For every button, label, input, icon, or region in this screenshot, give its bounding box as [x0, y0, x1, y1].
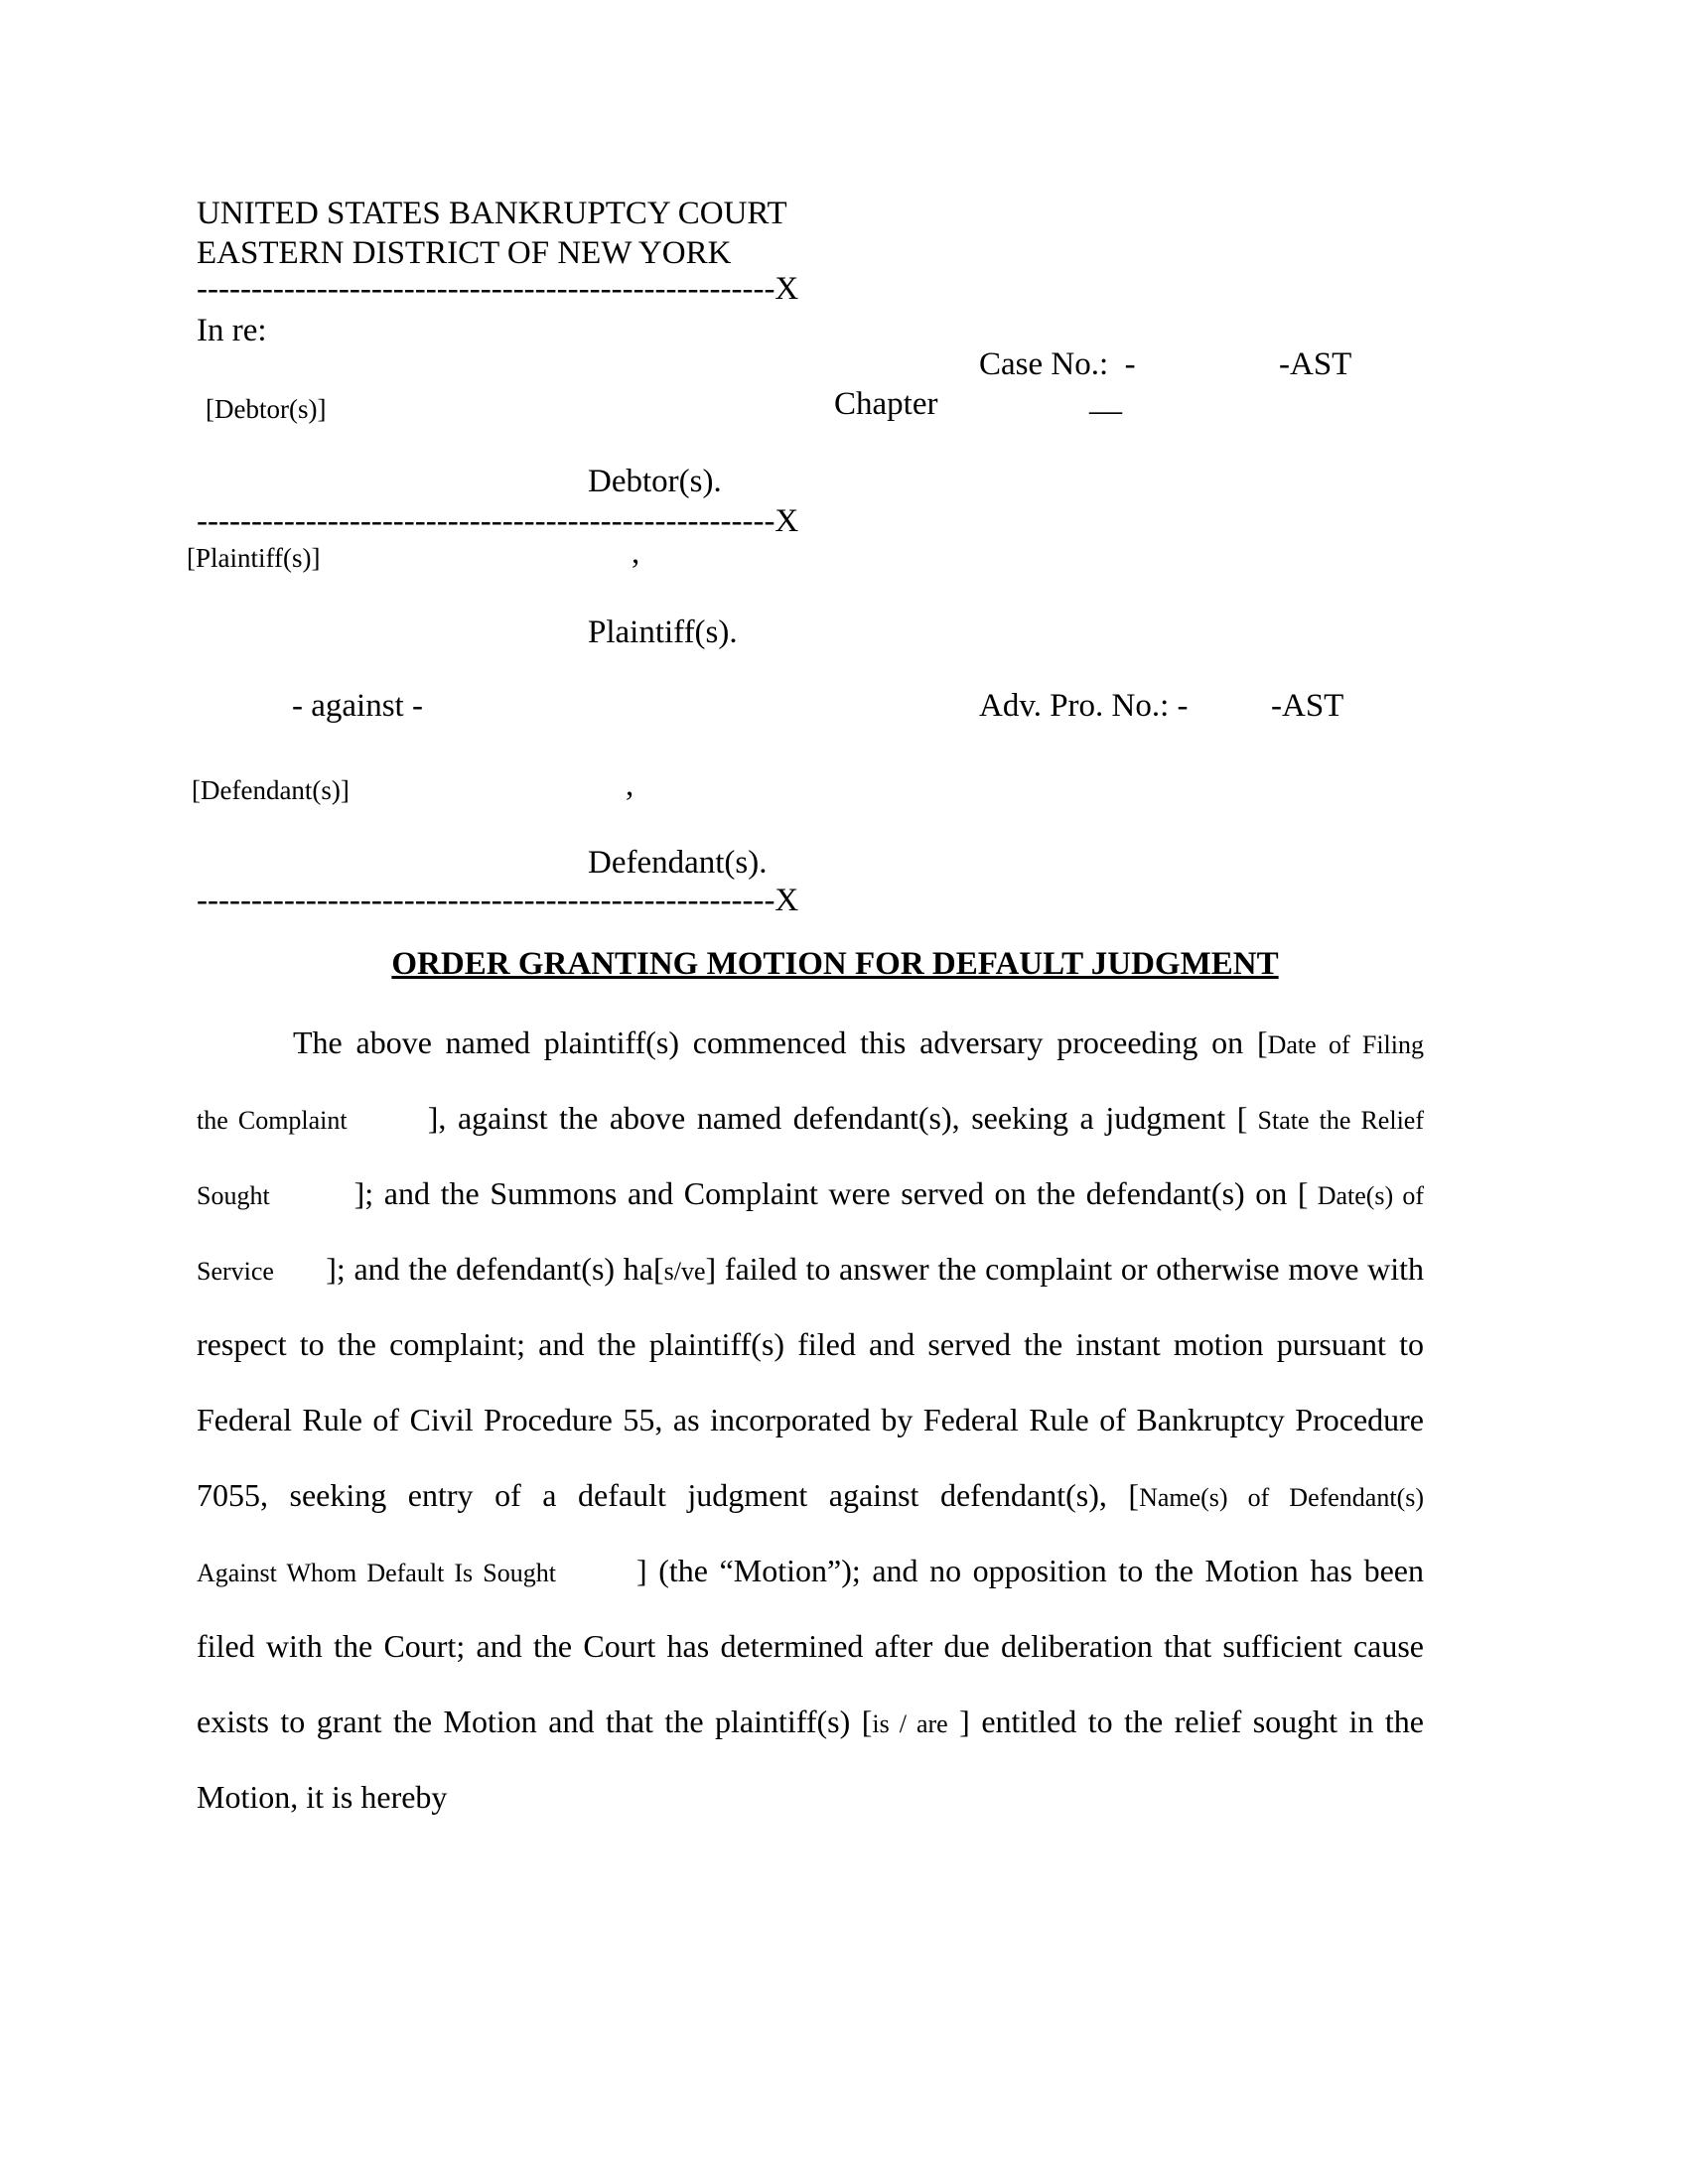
- defendant-designation: Defendant(s).: [588, 845, 768, 881]
- body-text: Federal Rule of Civil Procedure 55, as incorporated by Federal Rule of Bankruptcy Procedure: [197, 1402, 1424, 1437]
- body-text: exists to grant the Motion and that the plaintiff(s) [: [197, 1704, 873, 1739]
- body-text: Motion, it is hereby: [197, 1779, 448, 1815]
- fill-in-placeholder: s/ve: [663, 1257, 706, 1286]
- body-line-6: [197, 1382, 1424, 1457]
- body-line-2: [197, 1080, 1424, 1156]
- body-line-4: [197, 1231, 1424, 1306]
- plaintiff-placeholder: [Plaintiff(s)]: [187, 543, 321, 573]
- debtor-placeholder: [Debtor(s)]: [206, 394, 327, 424]
- fill-in-placeholder: is / are: [872, 1709, 948, 1738]
- body-text: ], against the above named defendant(s), seeking a judgment [: [347, 1100, 1248, 1136]
- adv-pro-number-suffix: -AST: [1271, 688, 1344, 724]
- case-number-label: Case No.: -: [979, 346, 1136, 382]
- against-label: - against -: [292, 688, 423, 724]
- fill-in-placeholder: Date(s) of: [1308, 1181, 1424, 1210]
- fill-in-placeholder: Sought: [197, 1181, 270, 1210]
- body-text: 7055, seeking entry of a default judgment against defendant(s), [: [197, 1477, 1140, 1513]
- defendant-placeholder: [Defendant(s)]: [192, 775, 350, 805]
- plaintiff-designation: Plaintiff(s).: [588, 614, 738, 650]
- document-title: ORDER GRANTING MOTION FOR DEFAULT JUDGMENT: [391, 946, 1279, 982]
- case-number-suffix: -AST: [1279, 346, 1352, 382]
- order-body-paragraph: [197, 1005, 1424, 1835]
- body-line-7: [197, 1457, 1424, 1533]
- body-text: ] failed to answer the complaint or otherwise move with: [705, 1251, 1425, 1287]
- plaintiff-name-comma: ,: [632, 535, 640, 571]
- body-text: filed with the Court; and the Court has determined after due deliberation that sufficient cause: [197, 1628, 1424, 1664]
- fill-in-placeholder: Service: [197, 1257, 274, 1286]
- body-line-9: [197, 1608, 1424, 1684]
- defendant-name-comma: ,: [626, 767, 634, 803]
- body-line-11: [197, 1759, 1424, 1835]
- caption-divider-top: -----------------------------------------------------X: [197, 271, 799, 307]
- body-text: ] entitled to the relief sought in the: [947, 1704, 1425, 1739]
- body-line-8: [197, 1533, 1424, 1608]
- in-re-label: In re:: [197, 313, 267, 348]
- fill-in-placeholder: the Complaint: [197, 1106, 348, 1135]
- fill-in-placeholder: Against Whom Default Is Sought: [197, 1559, 556, 1587]
- body-line-10: [197, 1684, 1424, 1759]
- chapter-blank: __: [1089, 382, 1122, 418]
- fill-in-placeholder: Name(s) of Defendant(s): [1139, 1483, 1425, 1512]
- body-text: ]; and the Summons and Complaint were served on the defendant(s) on [: [269, 1175, 1309, 1211]
- body-text: ]; and the defendant(s) ha[: [273, 1251, 664, 1287]
- district-name: EASTERN DISTRICT OF NEW YORK: [197, 235, 732, 271]
- body-line-1: [197, 1005, 1424, 1080]
- body-line-5: [197, 1306, 1424, 1382]
- fill-in-placeholder: Date of Filing: [1267, 1030, 1425, 1059]
- fill-in-placeholder: State the Relief: [1247, 1106, 1424, 1135]
- body-line-3: [197, 1156, 1424, 1231]
- debtor-designation: Debtor(s).: [588, 464, 722, 499]
- caption-divider-middle: -----------------------------------------------------X: [197, 503, 799, 539]
- body-text: The above named plaintiff(s) commenced this adversary proceeding on [: [293, 1024, 1268, 1060]
- court-name: UNITED STATES BANKRUPTCY COURT: [197, 196, 787, 231]
- chapter-label: Chapter: [834, 386, 938, 422]
- body-text: ] (the “Motion”); and no opposition to the Motion has been: [555, 1553, 1424, 1588]
- body-text: respect to the complaint; and the plaintiff(s) filed and served the instant motion pursuant to: [197, 1326, 1424, 1362]
- caption-divider-bottom: -----------------------------------------------------X: [197, 883, 799, 918]
- adv-pro-number-label: Adv. Pro. No.: -: [979, 688, 1189, 724]
